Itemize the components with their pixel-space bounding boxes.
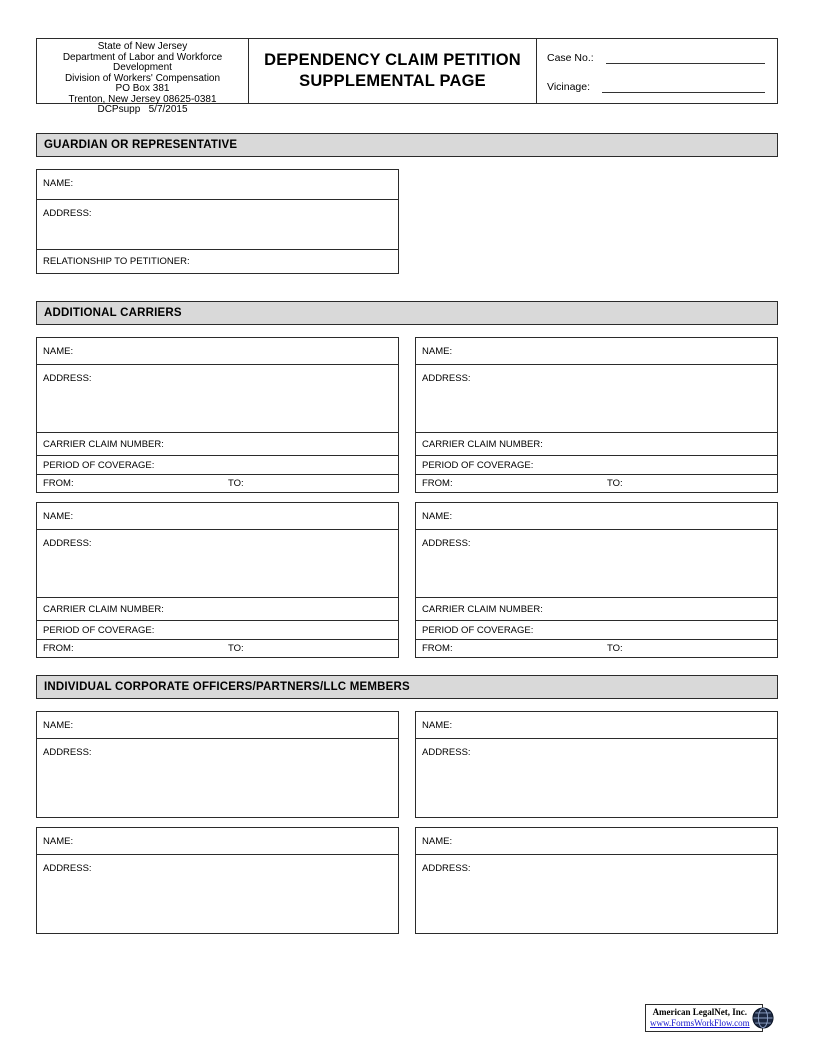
coverage-dates-row — [416, 640, 777, 657]
period-of-coverage-label: PERIOD OF COVERAGE: — [422, 459, 534, 471]
carrier-address-field[interactable] — [416, 530, 777, 598]
carrier-claim-number-field[interactable] — [37, 433, 398, 456]
guardian-address-field[interactable] — [37, 200, 398, 250]
section-header-guardian: GUARDIAN OR REPRESENTATIVE — [36, 133, 778, 157]
case-no-field[interactable] — [606, 52, 765, 64]
period-of-coverage-field[interactable] — [37, 621, 398, 640]
carrier-address-field[interactable] — [37, 530, 398, 598]
case-no-label: Case No.: — [547, 52, 594, 64]
form-title-line2: SUPPLEMENTAL PAGE — [299, 72, 486, 90]
officer-address-field[interactable] — [37, 739, 398, 817]
globe-icon — [752, 1007, 774, 1029]
legalnet-website-link[interactable]: www.FormsWorkFlow.com — [650, 1018, 750, 1028]
address-label: ADDRESS: — [43, 373, 92, 384]
carrier-box-4 — [415, 502, 778, 658]
legalnet-badge — [645, 1004, 763, 1032]
officer-address-field[interactable] — [416, 855, 777, 933]
carrier-address-field[interactable] — [416, 365, 777, 433]
coverage-dates-row — [416, 475, 777, 492]
carriers-grid — [36, 337, 778, 658]
carrier-name-field[interactable] — [416, 503, 777, 530]
name-label: NAME: — [422, 511, 453, 522]
officer-name-field[interactable] — [416, 712, 777, 739]
guardian-relationship-field[interactable] — [37, 250, 398, 273]
period-of-coverage-label: PERIOD OF COVERAGE: — [43, 459, 155, 471]
address-label: ADDRESS: — [422, 538, 471, 549]
officer-box-1 — [36, 711, 399, 818]
to-label: TO: — [227, 478, 244, 489]
period-of-coverage-field[interactable] — [37, 456, 398, 475]
agency-address-block — [36, 38, 249, 115]
officer-name-field[interactable] — [37, 712, 398, 739]
carrier-box-3 — [36, 502, 399, 658]
name-label: NAME: — [422, 720, 453, 731]
period-of-coverage-label: PERIOD OF COVERAGE: — [43, 624, 155, 636]
period-of-coverage-field[interactable] — [416, 621, 777, 640]
officer-address-field[interactable] — [37, 855, 398, 933]
case-no-row — [547, 52, 765, 64]
address-label: ADDRESS: — [43, 747, 92, 758]
period-of-coverage-label: PERIOD OF COVERAGE: — [422, 624, 534, 636]
period-of-coverage-field[interactable] — [416, 456, 777, 475]
agency-line: Department of Labor and Workforce Development — [62, 51, 225, 73]
address-label: ADDRESS: — [43, 538, 92, 549]
agency-line: Division of Workers' Compensation — [64, 72, 221, 84]
carrier-claim-number-field[interactable] — [37, 598, 398, 621]
to-label: TO: — [606, 643, 623, 654]
legalnet-text — [650, 1007, 750, 1029]
name-label: NAME: — [43, 511, 74, 522]
carrier-name-field[interactable] — [416, 338, 777, 365]
form-title-line1: DEPENDENCY CLAIM PETITION — [264, 51, 521, 69]
officer-name-field[interactable] — [37, 828, 398, 855]
to-label: TO: — [227, 643, 244, 654]
form-revision-code: DCPsupp 5/7/2015 — [97, 104, 188, 115]
address-label: ADDRESS: — [43, 208, 92, 219]
officer-address-field[interactable] — [416, 739, 777, 817]
carrier-claim-number-label: CARRIER CLAIM NUMBER: — [422, 438, 543, 450]
address-label: ADDRESS: — [422, 863, 471, 874]
coverage-dates-row — [37, 640, 398, 657]
relationship-label: RELATIONSHIP TO PETITIONER: — [43, 256, 190, 267]
officer-box-2 — [415, 711, 778, 818]
address-label: ADDRESS: — [422, 747, 471, 758]
agency-line: PO Box 381 — [115, 83, 170, 94]
carrier-box-2 — [415, 337, 778, 493]
guardian-box — [36, 169, 399, 274]
name-label: NAME: — [43, 346, 74, 357]
name-label: NAME: — [422, 836, 453, 847]
carrier-claim-number-label: CARRIER CLAIM NUMBER: — [43, 603, 164, 615]
from-label: FROM: — [43, 643, 74, 654]
name-label: NAME: — [422, 346, 453, 357]
from-label: FROM: — [422, 478, 453, 489]
address-label: ADDRESS: — [43, 863, 92, 874]
vicinage-row — [547, 81, 765, 93]
form-header — [36, 38, 778, 115]
carrier-address-field[interactable] — [37, 365, 398, 433]
vicinage-field[interactable] — [602, 81, 765, 93]
case-info-box — [536, 38, 778, 104]
agency-line: State of New Jersey — [97, 41, 188, 52]
carrier-name-field[interactable] — [37, 338, 398, 365]
coverage-dates-row — [37, 475, 398, 492]
carrier-claim-number-field[interactable] — [416, 598, 777, 621]
carrier-claim-number-label: CARRIER CLAIM NUMBER: — [422, 603, 543, 615]
form-title — [248, 38, 537, 104]
section-header-carriers: ADDITIONAL CARRIERS — [36, 301, 778, 325]
name-label: NAME: — [43, 720, 74, 731]
section-header-officers: INDIVIDUAL CORPORATE OFFICERS/PARTNERS/LLC MEMBERS — [36, 675, 778, 699]
carrier-claim-number-field[interactable] — [416, 433, 777, 456]
from-label: FROM: — [422, 643, 453, 654]
officer-name-field[interactable] — [416, 828, 777, 855]
officer-box-4 — [415, 827, 778, 934]
address-label: ADDRESS: — [422, 373, 471, 384]
carrier-claim-number-label: CARRIER CLAIM NUMBER: — [43, 438, 164, 450]
carrier-name-field[interactable] — [37, 503, 398, 530]
carrier-box-1 — [36, 337, 399, 493]
from-label: FROM: — [43, 478, 74, 489]
guardian-name-field[interactable] — [37, 170, 398, 200]
legalnet-company: American LegalNet, Inc. — [652, 1007, 748, 1017]
vicinage-label: Vicinage: — [547, 81, 591, 93]
to-label: TO: — [606, 478, 623, 489]
officer-box-3 — [36, 827, 399, 934]
name-label: NAME: — [43, 178, 74, 189]
officers-grid — [36, 711, 778, 934]
agency-line: Trenton, New Jersey 08625-0381 — [68, 93, 217, 105]
name-label: NAME: — [43, 836, 74, 847]
